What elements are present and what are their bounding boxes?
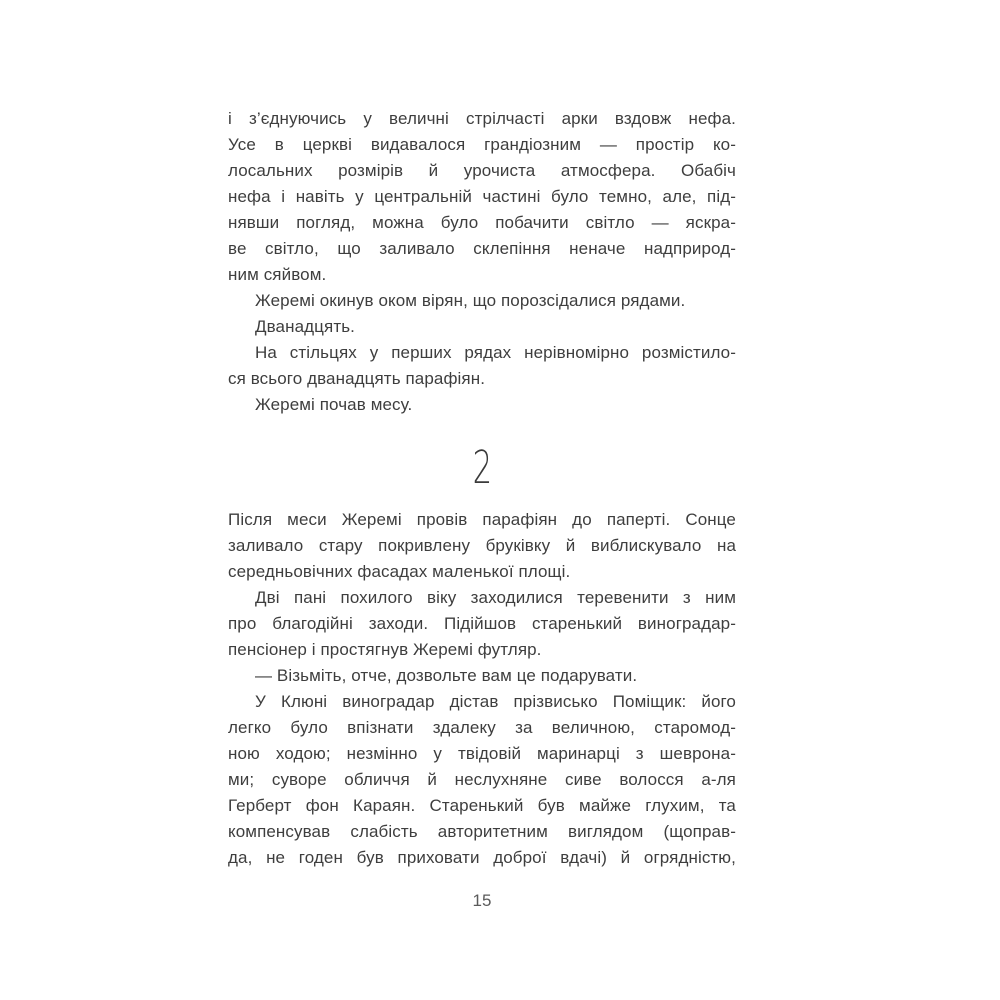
text-line: Герберт фон Караян. Старенький був майже глухим, та (228, 796, 736, 815)
paragraph (228, 663, 736, 689)
paragraph (228, 340, 736, 392)
paragraph (228, 106, 736, 288)
paragraph (228, 288, 736, 314)
text-line: середньовічних фасадах маленької площі. (228, 562, 571, 581)
text-line: Жеремі почав месу. (255, 395, 413, 414)
text-line: ся всього дванадцять парафіян. (228, 369, 486, 388)
paragraph (228, 507, 736, 585)
text-line: ною ходою; незмінно у твідовій маринарці з шеврона- (228, 744, 736, 763)
text-line: На стільцях у перших рядах нерівномірно розмістило- (255, 343, 736, 362)
text-line: компенсував слабість авторитетним виглядом (щоправ- (228, 822, 736, 841)
page-text (228, 106, 736, 871)
page-number: 15 (472, 891, 492, 910)
text-line: нявши погляд, можна було побачити світло — яскра- (228, 213, 736, 232)
text-line: легко було впізнати здалеку за величною, старомод- (228, 718, 736, 737)
text-line: пенсіонер і простягнув Жеремі футляр. (228, 640, 542, 659)
text-line: Дванадцять. (255, 317, 355, 336)
section-number: 2 (472, 441, 492, 494)
text-line: Дві пані похилого віку заходилися теревенити з ним (255, 588, 736, 607)
text-line: Жеремі окинув оком вірян, що порозсідалися рядами. (255, 291, 686, 310)
text-line: нефа і навіть у центральній частині було темно, але, під- (228, 187, 736, 206)
text-line: ве світло, що заливало склепіння неначе надприрод- (228, 239, 736, 258)
text-line: ми; суворе обличчя й неслухняне сиве волосся а-ля (228, 770, 736, 789)
text-line: да, не годен був приховати доброї вдачі) й огрядністю, (228, 848, 736, 867)
text-line: Після меси Жеремі провів парафіян до паперті. Сонце (228, 510, 736, 529)
text-line: лосальних розмірів й урочиста атмосфера. Обабіч (228, 161, 736, 180)
text-line: про благодійні заходи. Підійшов старенький виноградар- (228, 614, 736, 633)
text-line: Усе в церкві видавалося грандіозним — простір ко- (228, 135, 736, 154)
paragraph (228, 689, 736, 871)
text-line: і з’єднуючись у величні стрілчасті арки вздовж нефа. (228, 109, 736, 128)
text-line: — Візьміть, отче, дозвольте вам це подарувати. (255, 666, 638, 685)
text-line: У Клюні виноградар дістав прізвисько Поміщик: його (255, 692, 736, 711)
text-line: заливало стару покривлену бруківку й виблискувало на (228, 536, 736, 555)
paragraph (228, 314, 736, 340)
paragraph (228, 392, 736, 418)
paragraph (228, 585, 736, 663)
section-number-heading (228, 441, 736, 494)
text-line: ним сяйвом. (228, 265, 327, 284)
